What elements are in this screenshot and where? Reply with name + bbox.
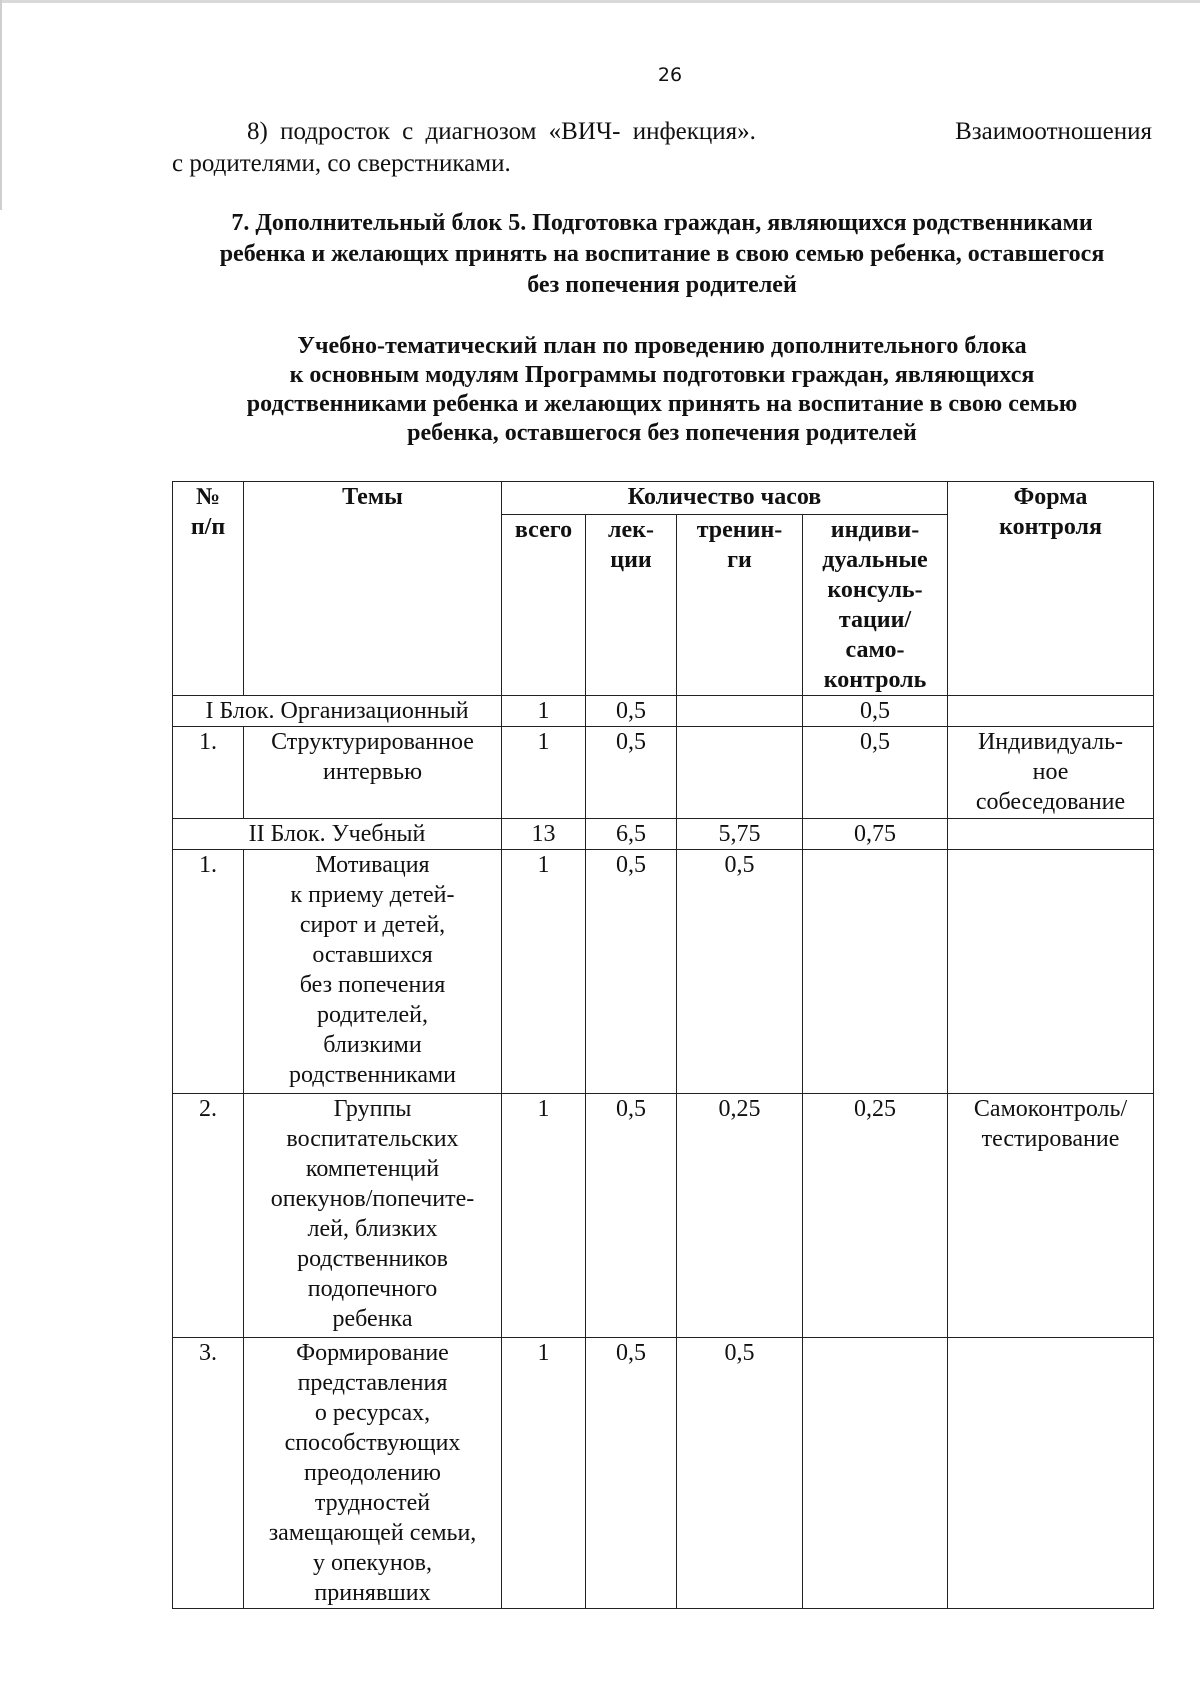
study-plan-table [172, 481, 1154, 1609]
block-title: I Блок. Организационный [173, 696, 502, 727]
cell-trainings [677, 696, 803, 727]
col-header-lectures: лек- ции [586, 515, 677, 696]
cell-trainings: 0,5 [677, 850, 803, 1094]
table-row [173, 850, 1154, 1094]
cell-lectures: 0,5 [586, 696, 677, 727]
cell-individual [803, 1338, 948, 1609]
intro-text: 8) подросток с диагнозом «ВИЧ- инфекция». [247, 118, 756, 145]
cell-num: 1. [173, 850, 244, 1094]
cell-individual: 0,25 [803, 1094, 948, 1338]
heading-line: ребенка, оставшегося без попечения родителей [407, 420, 917, 446]
col-header-control: Форма контроля [948, 482, 1154, 696]
cell-lectures: 0,5 [586, 727, 677, 819]
cell-topic: Группы воспитательских компетенций опекунов/попечите- лей, близких родственников подопечного ребенка [244, 1094, 502, 1338]
cell-control: Индивидуаль- ное собеседование [948, 727, 1154, 819]
cell-individual: 0,5 [803, 727, 948, 819]
block-title: II Блок. Учебный [173, 819, 502, 850]
cell-num: 3. [173, 1338, 244, 1609]
table-row [173, 727, 1154, 819]
cell-num: 1. [173, 727, 244, 819]
heading-line: родственниками ребенка и желающих принять на воспитание в свою семью [246, 391, 1078, 417]
scan-edge-left [0, 0, 2, 210]
heading-line: к основным модулям Программы подготовки граждан, являющихся [289, 362, 1035, 388]
section-heading [172, 208, 1152, 301]
block-row [173, 696, 1154, 727]
heading-line: 7. Дополнительный блок 5. Подготовка граждан, являющихся родственниками [231, 210, 1093, 236]
heading-line: Учебно-тематический план по проведению дополнительного блока [297, 333, 1027, 359]
page-number: 26 [657, 64, 683, 86]
cell-total: 1 [502, 696, 586, 727]
cell-individual: 0,75 [803, 819, 948, 850]
cell-control [948, 696, 1154, 727]
cell-individual: 0,5 [803, 696, 948, 727]
scan-edge-top [0, 0, 1200, 3]
cell-trainings: 0,25 [677, 1094, 803, 1338]
cell-topic: Структурированное интервью [244, 727, 502, 819]
heading-line: ребенка и желающих принять на воспитание в свою семью ребенка, оставшегося [219, 241, 1105, 267]
cell-total: 1 [502, 1094, 586, 1338]
cell-trainings: 5,75 [677, 819, 803, 850]
intro-line-2: с родителями, со сверстниками. [172, 150, 511, 177]
intro-text-right: Взаимоотношения [955, 118, 1152, 145]
cell-control [948, 819, 1154, 850]
cell-trainings [677, 727, 803, 819]
cell-total: 1 [502, 727, 586, 819]
col-header-num: № п/п [173, 482, 244, 696]
table-header-row [173, 482, 1154, 515]
col-header-total: всего [502, 515, 586, 696]
col-header-hours: Количество часов [502, 482, 948, 515]
col-header-individual: индиви- дуальные консуль- тации/ само- контроль [803, 515, 948, 696]
plan-heading [172, 332, 1152, 448]
cell-control [948, 850, 1154, 1094]
cell-total: 1 [502, 1338, 586, 1609]
intro-line-1 [172, 118, 1152, 146]
cell-lectures: 6,5 [586, 819, 677, 850]
cell-control [948, 1338, 1154, 1609]
cell-topic: Мотивация к приему детей- сирот и детей, оставшихся без попечения родителей, близкими родственниками [244, 850, 502, 1094]
col-header-trainings: тренин- ги [677, 515, 803, 696]
col-header-topics: Темы [244, 482, 502, 696]
cell-lectures: 0,5 [586, 1094, 677, 1338]
cell-lectures: 0,5 [586, 1338, 677, 1609]
cell-topic: Формирование представления о ресурсах, способствующих преодолению трудностей замещающей семьи, у опекунов, принявших [244, 1338, 502, 1609]
cell-individual [803, 850, 948, 1094]
heading-line: без попечения родителей [527, 272, 797, 298]
cell-lectures: 0,5 [586, 850, 677, 1094]
table-row [173, 1094, 1154, 1338]
cell-num: 2. [173, 1094, 244, 1338]
cell-total: 13 [502, 819, 586, 850]
cell-trainings: 0,5 [677, 1338, 803, 1609]
cell-control: Самоконтроль/ тестирование [948, 1094, 1154, 1338]
cell-total: 1 [502, 850, 586, 1094]
block-row [173, 819, 1154, 850]
table-row [173, 1338, 1154, 1609]
